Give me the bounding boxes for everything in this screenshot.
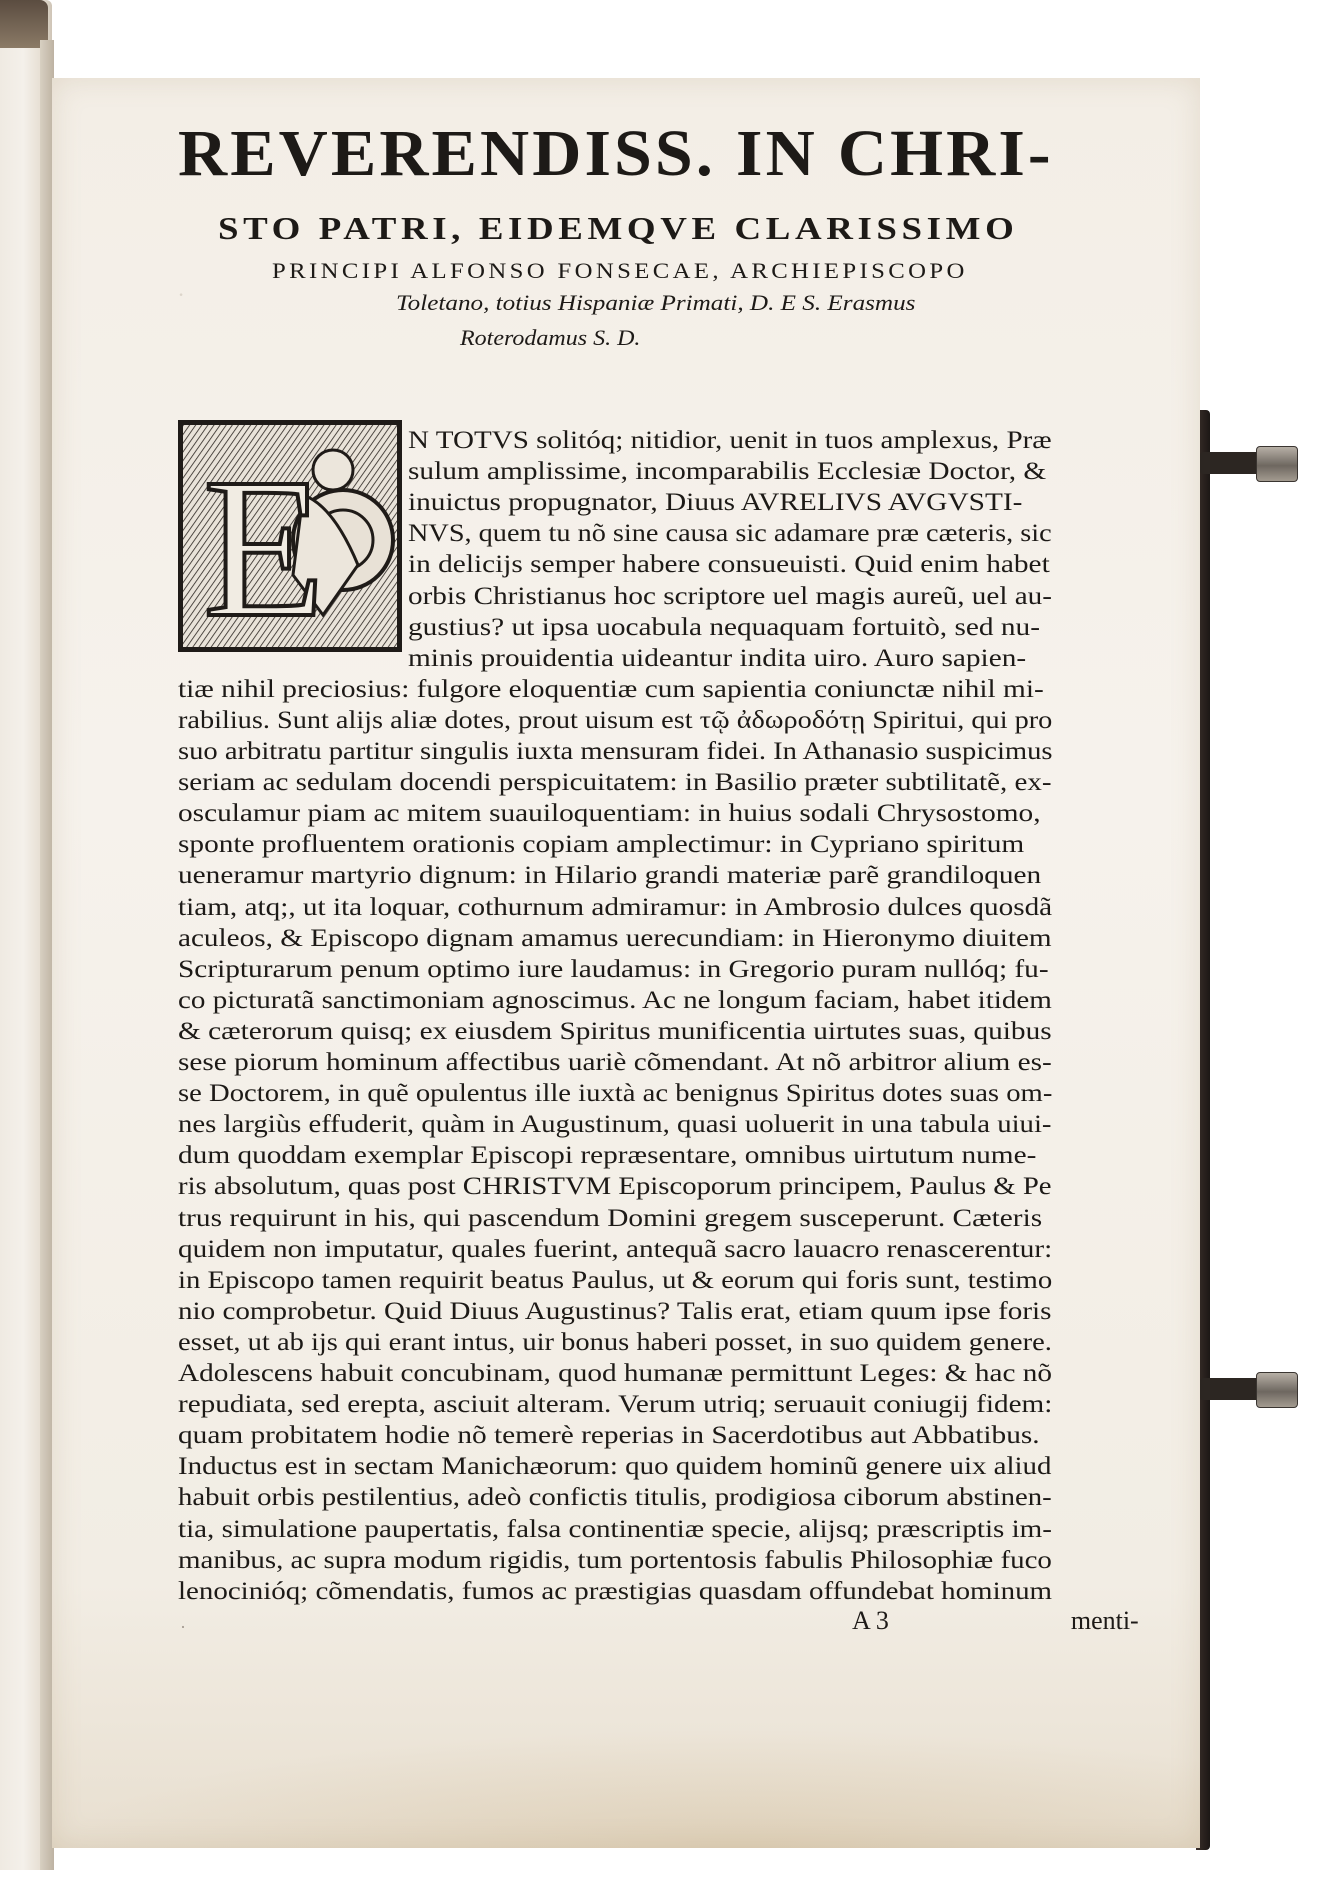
body-line: Adolescens habuit concubinam, quod humanæ permittunt Leges: & hac nõ <box>178 1358 1052 1387</box>
body-line: NVS, quem tu nõ sine causa sic adamare præ cæteris, sic <box>408 518 1052 548</box>
body-line: N TOTVS solitóq; nitidior, uenit in tuos amplexus, Præ <box>408 425 1052 454</box>
body-line: dum quoddam exemplar Episcopi repræsentare, omnibus uirtutum nume- <box>178 1140 1037 1170</box>
body-line: lenocinióq; cõmendatis, fumos ac præstigias quasdam offundebat hominum <box>178 1575 1053 1605</box>
lower-clasp <box>1200 1372 1300 1406</box>
body-line: aculeos, & Episcopo dignam amamus uerecundiam: in Hieronymo diuitem <box>178 922 1052 952</box>
body-line: nes largiùs effuderit, quàm in Augustinum, quasi uoluerit in una tabula uiui- <box>178 1109 1052 1139</box>
body-line: inuictus propugnator, Diuus AVRELIVS AVGVSTI- <box>408 487 1023 517</box>
body-line: in Episcopo tamen requirit beatus Paulus, ut & eorum qui foris sunt, testimo <box>178 1264 1053 1294</box>
catchword: menti- <box>1070 1606 1139 1635</box>
heading-line-2: STO PATRI, EIDEMQVE CLARISSIMO <box>218 210 1019 246</box>
body-line: repudiata, sed erepta, asciuit alteram. Verum utriq; seruauit coniugij fidem: <box>178 1389 1053 1419</box>
body-line: minis prouidentia uideantur indita uiro. Auro sapien- <box>408 642 1027 672</box>
body-line: & cæterorum quisq; ex eiusdem Spiritus munificentia uirtutes suas, quibus <box>178 1015 1052 1045</box>
body-line: ueneramur martyrio dignum: in Hilario grandi materiæ parẽ grandiloquen <box>178 860 1042 890</box>
faint-page-mark: · <box>180 1617 186 1637</box>
body-line: Inductus est in sectam Manichæorum: quo quidem hominũ genere uix aliud <box>178 1451 1052 1481</box>
body-line: Scripturarum penum optimo iure laudamus: in Gregorio puram nullóq; fu- <box>178 953 1049 983</box>
initial-letter: E <box>203 438 326 647</box>
bleed-through-text: · <box>178 282 184 307</box>
signature-mark: A 3 <box>852 1606 889 1635</box>
body-line: nio comprobetur. Quid Diuus Augustinus? Talis erat, etiam quum ipse foris <box>178 1295 1052 1325</box>
body-line: habuit orbis pestilentius, adeò confictis titulis, prodigiosa ciborum abstinen- <box>178 1482 1052 1512</box>
heading-line-5: Roterodamus S. D. <box>460 325 641 350</box>
heading-line-1: REVERENDISS. IN CHRI- <box>178 117 1054 190</box>
body-line: tia, simulatione paupertatis, falsa continentiæ specie, alijsq; præscriptis im- <box>178 1513 1052 1543</box>
woodcut-illustration <box>183 425 397 647</box>
body-line: in delicijs semper habere consueuisti. Quid enim habet <box>408 549 1050 579</box>
body-line: quam probitatem hodie nõ temerè reperias in Sacerdotibus aut Abbatibus. <box>178 1420 1040 1450</box>
heading-line-3: PRINCIPI ALFONSO FONSECAE, ARCHIEPISCOPO <box>272 258 968 283</box>
upper-clasp <box>1200 446 1300 480</box>
body-line: tiam, atq;, ut ita loquar, cothurnum admiramur: in Ambrosio dulces quosdã <box>178 891 1053 921</box>
body-line: quidem non imputatur, quales fuerint, antequã sacro lauacro renascerentur: <box>178 1233 1053 1263</box>
body-line: suo arbitratu partitur singulis iuxta mensuram fidei. In Athanasio suspicimus <box>178 736 1053 765</box>
body-line: ris absolutum, quas post CHRISTVM Episcoporum principem, Paulus & Pe <box>178 1171 1052 1201</box>
signature-and-catchword <box>852 1606 1139 1636</box>
body-line: sponte profluentem orationis copiam amplectimur: in Cypriano spiritum <box>178 829 1025 859</box>
body-line: rabilius. Sunt alijs aliæ dotes, prout uisum est τῷ ἀδωροδότῃ Spiritui, qui pro <box>178 704 1053 734</box>
body-line: manibus, ac supra modum rigidis, tum portentosis fabulis Philosophiæ fuco <box>178 1544 1052 1574</box>
body-line: se Doctorem, in quẽ opulentus ille iuxtà ac benignus Spiritus dotes suas om- <box>178 1078 1053 1108</box>
body-line: trus requirunt in his, qui pascendum Domini gregem susceperunt. Cæteris <box>178 1202 1043 1232</box>
woodcut-initial <box>178 420 402 652</box>
body-line: sulum amplissime, incomparabilis Ecclesiæ Doctor, & <box>408 456 1047 486</box>
body-line: gustius? ut ipsa uocabula nequaquam fortuitò, sed nu- <box>408 611 1040 641</box>
body-line: sese piorum hominum affectibus uariè cõmendant. At nõ arbitror alium es- <box>178 1047 1052 1076</box>
body-line: osculamur piam ac mitem suauiloquentiam: in huius sodali Chrysostomo, <box>178 798 1041 828</box>
body-line: seriam ac sedulam docendi perspicuitatem: in Basilio præter subtilitatẽ, ex- <box>178 767 1052 797</box>
body-line: esset, ut ab ijs qui erant intus, uir bonus haberi posset, in suo quidem genere. <box>178 1326 1052 1356</box>
heading-line-4: Toletano, totius Hispaniæ Primati, D. E S. Erasmus <box>396 290 916 315</box>
body-line: tiæ nihil preciosius: fulgore eloquentiæ cum sapientia coniunctæ nihil mi- <box>178 673 1044 703</box>
body-line: orbis Christianus hoc scriptore uel magis aureũ, uel au- <box>408 580 1052 610</box>
body-line: co picturatã sanctimoniam agnoscimus. Ac ne longum faciam, habet itidem <box>178 984 1052 1014</box>
